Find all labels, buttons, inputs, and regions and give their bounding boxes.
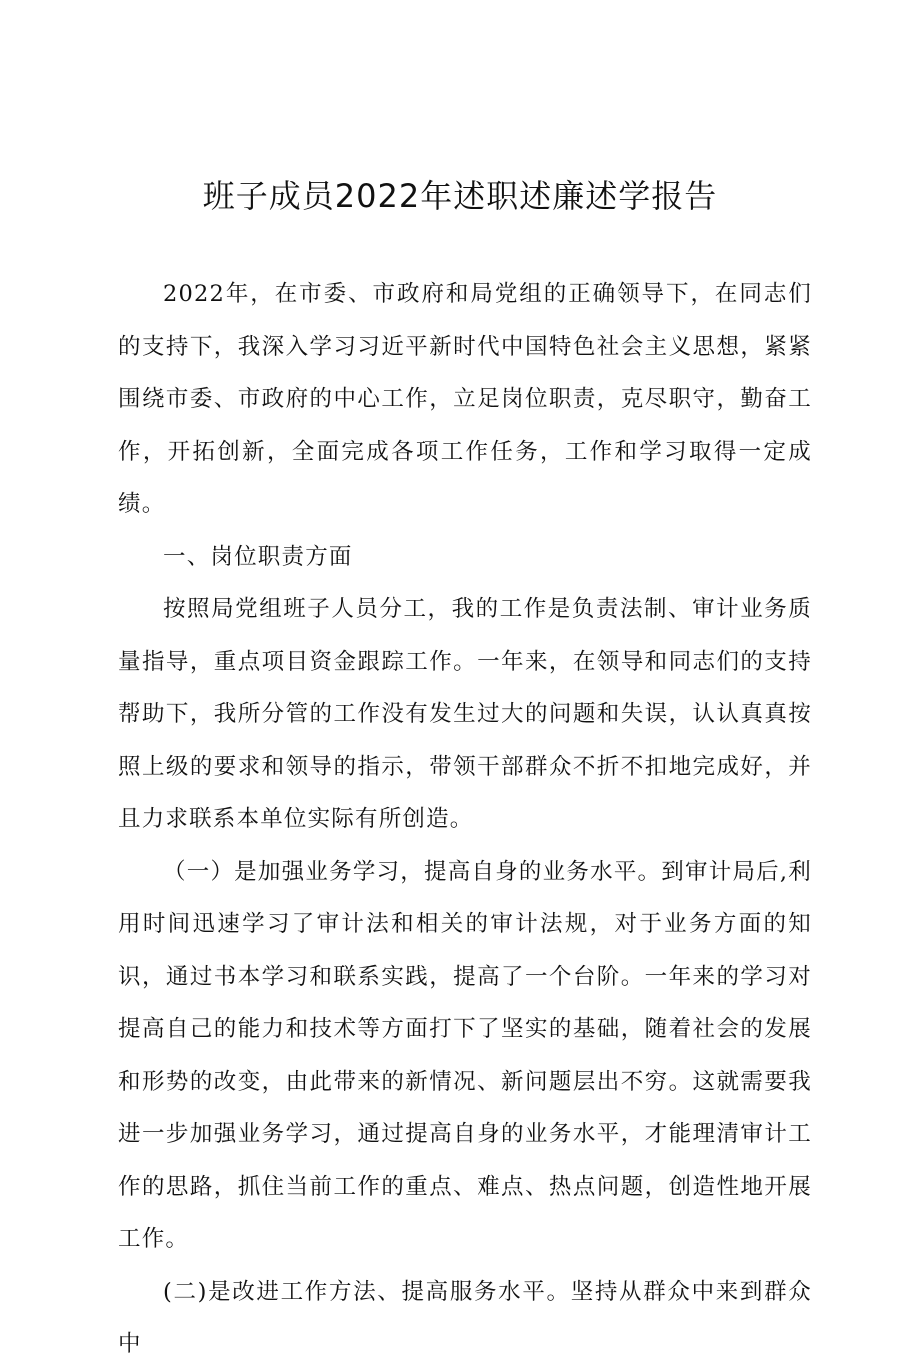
intro-paragraph: 2022年，在市委、市政府和局党组的正确领导下，在同志们的支持下，我深入学习习近平新时代中国特色社会主义思想，紧紧围绕市委、市政府的中心工作，立足岗位职责，克尽职守，勤奋工作，开拓创新，全面完成各项工作任务，工作和学习取得一定成绩。 (118, 281, 812, 517)
section-heading-job-duties: 一、岗位职责方面 (163, 543, 353, 570)
item-two-paragraph: (二)是改进工作方法、提高服务水平。坚持从群众中来到群众中 (118, 1278, 812, 1357)
item-one-paragraph: （一）是加强业务学习，提高自身的业务水平。到审计局后,利用时间迅速学习了审计法和相关的审计法规，对于业务方面的知识，通过书本学习和联系实践，提高了一个台阶。一年来的学习对提高自己的能力和技术等方面打下了坚实的基础，随着社会的发展和形势的改变，由此带来的新情况、新问题层出不穷。这就需要我进一步加强业务学习，通过提高自身的业务水平，才能理清审计工作的思路，抓住当前工作的重点、难点、热点问题，创造性地开展工作。 (118, 858, 812, 1252)
document-title: 班子成员2022年述职述廉述学报告 (202, 177, 718, 215)
job-duties-paragraph: 按照局党组班子人员分工，我的工作是负责法制、审计业务质量指导，重点项目资金跟踪工作。一年来，在领导和同志们的支持帮助下，我所分管的工作没有发生过大的问题和失误，认认真真按照上级的要求和领导的指示，带领干部群众不折不扣地完成好，并且力求联系本单位实际有所创造。 (118, 596, 812, 832)
document-body (118, 268, 812, 1371)
